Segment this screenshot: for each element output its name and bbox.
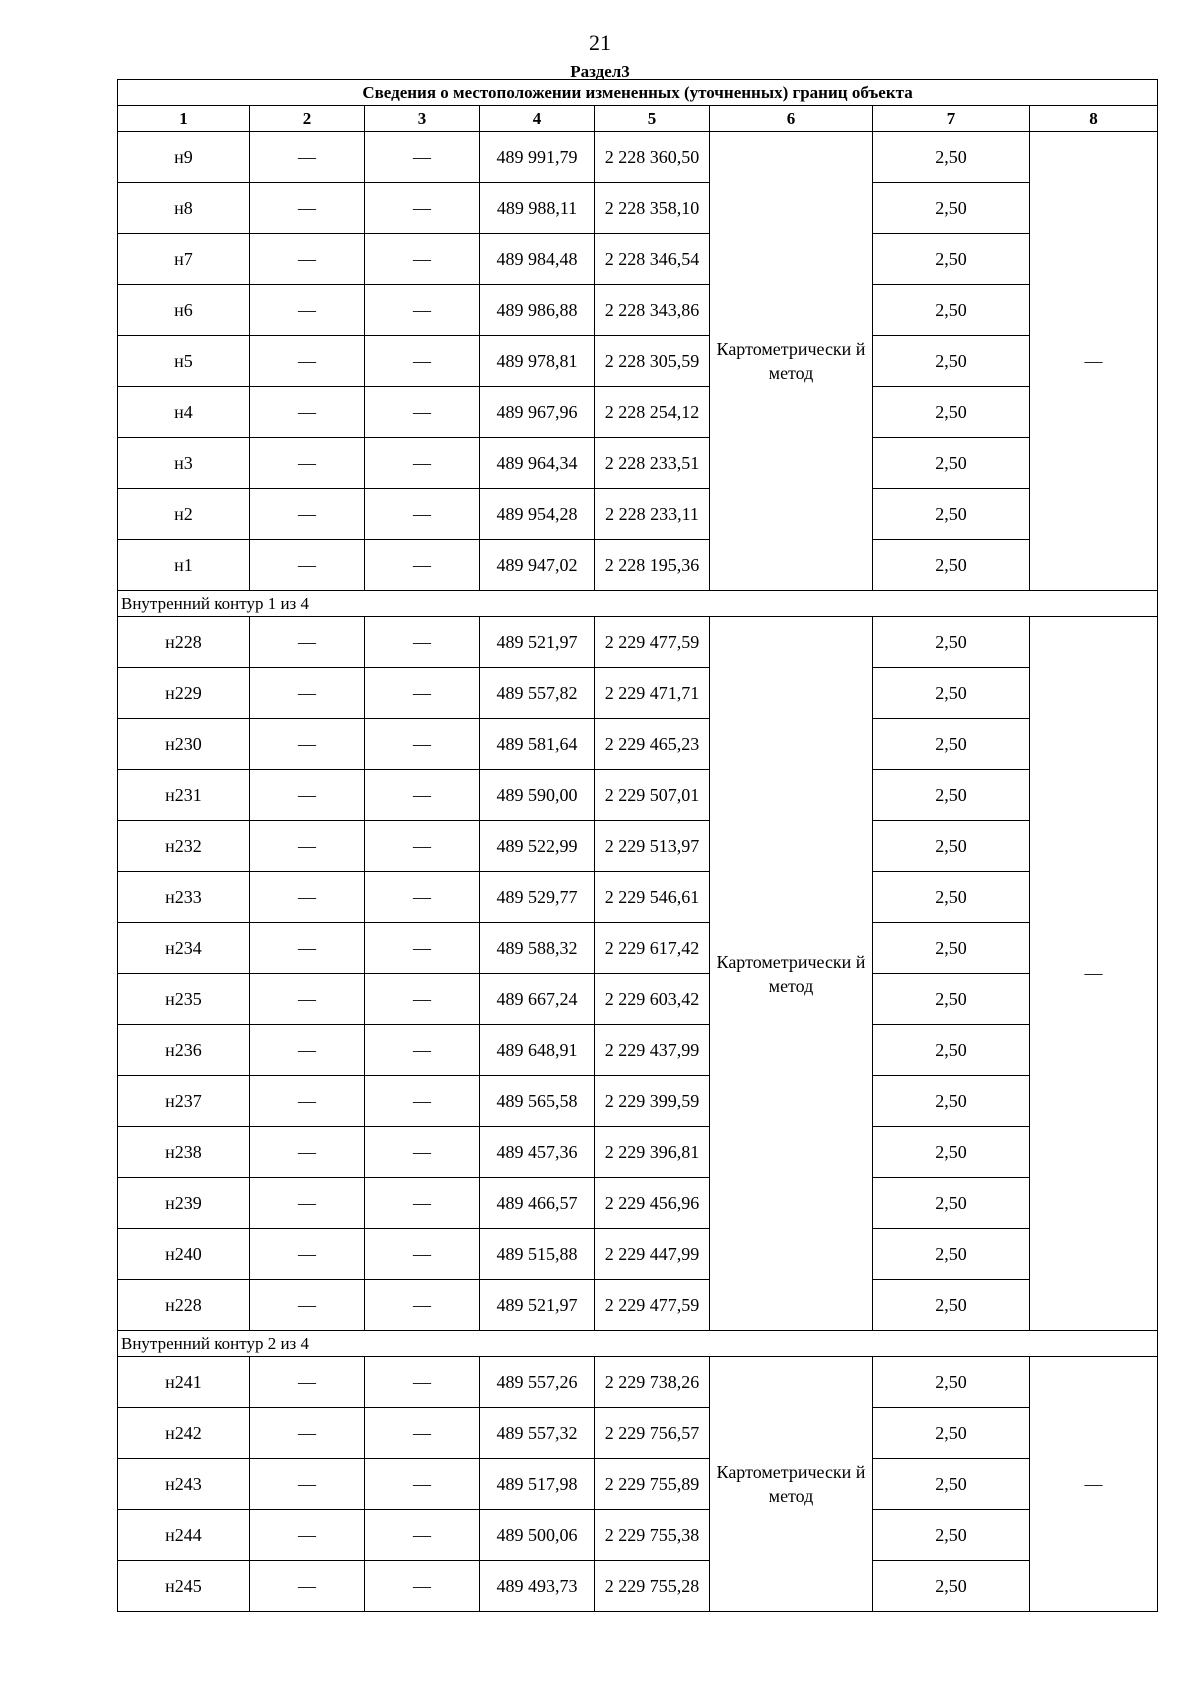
accuracy-cell: 2,50	[873, 540, 1030, 591]
table-row	[118, 770, 1158, 821]
coordinate-x-cell: 489 648,91	[480, 1025, 595, 1076]
table-row	[118, 1127, 1158, 1178]
point-name-cell: н229	[118, 668, 250, 719]
coordinate-x-cell: 489 557,82	[480, 668, 595, 719]
coordinate-y-cell: 2 229 399,59	[595, 1076, 710, 1127]
point-name-cell: н243	[118, 1459, 250, 1510]
column-3-cell: —	[365, 1510, 480, 1561]
column-2-cell: —	[250, 1510, 365, 1561]
accuracy-cell: 2,50	[873, 1510, 1030, 1561]
column-2-cell: —	[250, 1357, 365, 1408]
column-3-cell: —	[365, 1076, 480, 1127]
coordinate-y-cell: 2 229 755,28	[595, 1561, 710, 1612]
point-name-cell: н4	[118, 387, 250, 438]
point-name-cell: н2	[118, 489, 250, 540]
column-2-cell: —	[250, 1127, 365, 1178]
coordinate-x-cell: 489 565,58	[480, 1076, 595, 1127]
coordinate-y-cell: 2 229 755,89	[595, 1459, 710, 1510]
column-2-cell: —	[250, 387, 365, 438]
column-numbers-row	[118, 106, 1158, 132]
page-number: 21	[589, 30, 611, 55]
point-name-cell: н239	[118, 1178, 250, 1229]
accuracy-cell: 2,50	[873, 387, 1030, 438]
column-3-cell: —	[365, 770, 480, 821]
accuracy-cell: 2,50	[873, 234, 1030, 285]
coordinate-x-cell: 489 529,77	[480, 872, 595, 923]
table-row	[118, 719, 1158, 770]
contour-heading: Внутренний контур 2 из 4	[118, 1331, 1158, 1357]
column-3-cell: —	[365, 1357, 480, 1408]
contour-heading-row	[118, 1331, 1158, 1357]
table-row	[118, 1229, 1158, 1280]
column-3-cell: —	[365, 336, 480, 387]
column-3-cell: —	[365, 1408, 480, 1459]
column-2-cell: —	[250, 923, 365, 974]
point-name-cell: н5	[118, 336, 250, 387]
column-3-cell: —	[365, 617, 480, 668]
column-8-cell: —	[1030, 132, 1158, 591]
accuracy-cell: 2,50	[873, 1076, 1030, 1127]
column-number: 8	[1030, 106, 1158, 132]
table-row	[118, 1280, 1158, 1331]
coordinate-y-cell: 2 229 603,42	[595, 974, 710, 1025]
accuracy-cell: 2,50	[873, 668, 1030, 719]
boundary-coordinates-table	[117, 79, 1158, 1612]
table-row	[118, 1459, 1158, 1510]
table-body	[118, 80, 1158, 1612]
accuracy-cell: 2,50	[873, 1229, 1030, 1280]
column-2-cell: —	[250, 974, 365, 1025]
column-2-cell: —	[250, 540, 365, 591]
column-3-cell: —	[365, 489, 480, 540]
column-number: 7	[873, 106, 1030, 132]
column-2-cell: —	[250, 1229, 365, 1280]
column-2-cell: —	[250, 1459, 365, 1510]
point-name-cell: н244	[118, 1510, 250, 1561]
column-3-cell: —	[365, 540, 480, 591]
method-cell: Картометрически й метод	[710, 132, 873, 591]
column-3-cell: —	[365, 132, 480, 183]
accuracy-cell: 2,50	[873, 132, 1030, 183]
point-name-cell: н241	[118, 1357, 250, 1408]
accuracy-cell: 2,50	[873, 923, 1030, 974]
column-2-cell: —	[250, 1076, 365, 1127]
column-number: 5	[595, 106, 710, 132]
column-3-cell: —	[365, 719, 480, 770]
coordinate-y-cell: 2 229 437,99	[595, 1025, 710, 1076]
coordinate-y-cell: 2 229 456,96	[595, 1178, 710, 1229]
accuracy-cell: 2,50	[873, 1357, 1030, 1408]
column-2-cell: —	[250, 183, 365, 234]
point-name-cell: н3	[118, 438, 250, 489]
column-2-cell: —	[250, 1025, 365, 1076]
coordinate-y-cell: 2 228 305,59	[595, 336, 710, 387]
table-title: Сведения о местоположении измененных (уточненных) границ объекта	[118, 80, 1158, 106]
accuracy-cell: 2,50	[873, 770, 1030, 821]
coordinate-x-cell: 489 988,11	[480, 183, 595, 234]
table-row	[118, 1561, 1158, 1612]
coordinate-x-cell: 489 954,28	[480, 489, 595, 540]
column-3-cell: —	[365, 923, 480, 974]
point-name-cell: н228	[118, 617, 250, 668]
table-row	[118, 438, 1158, 489]
coordinate-y-cell: 2 229 617,42	[595, 923, 710, 974]
table-row	[118, 285, 1158, 336]
accuracy-cell: 2,50	[873, 1127, 1030, 1178]
coordinate-y-cell: 2 229 513,97	[595, 821, 710, 872]
column-number: 3	[365, 106, 480, 132]
coordinate-x-cell: 489 521,97	[480, 617, 595, 668]
table-caption-row	[118, 80, 1158, 106]
column-3-cell: —	[365, 1561, 480, 1612]
column-2-cell: —	[250, 438, 365, 489]
contour-heading-row	[118, 591, 1158, 617]
table-row	[118, 489, 1158, 540]
coordinate-x-cell: 489 581,64	[480, 719, 595, 770]
table-row	[118, 1076, 1158, 1127]
coordinate-x-cell: 489 984,48	[480, 234, 595, 285]
table-row	[118, 668, 1158, 719]
table-row	[118, 872, 1158, 923]
coordinate-x-cell: 489 517,98	[480, 1459, 595, 1510]
coordinate-x-cell: 489 557,32	[480, 1408, 595, 1459]
coordinate-y-cell: 2 229 396,81	[595, 1127, 710, 1178]
coordinate-y-cell: 2 228 195,36	[595, 540, 710, 591]
accuracy-cell: 2,50	[873, 1459, 1030, 1510]
column-8-cell: —	[1030, 617, 1158, 1331]
coordinate-x-cell: 489 466,57	[480, 1178, 595, 1229]
point-name-cell: н1	[118, 540, 250, 591]
point-name-cell: н231	[118, 770, 250, 821]
table-row	[118, 132, 1158, 183]
point-name-cell: н232	[118, 821, 250, 872]
coordinate-y-cell: 2 229 756,57	[595, 1408, 710, 1459]
table-row	[118, 387, 1158, 438]
point-name-cell: н228	[118, 1280, 250, 1331]
column-3-cell: —	[365, 974, 480, 1025]
accuracy-cell: 2,50	[873, 438, 1030, 489]
method-cell: Картометрически й метод	[710, 617, 873, 1331]
accuracy-cell: 2,50	[873, 719, 1030, 770]
coordinate-y-cell: 2 229 507,01	[595, 770, 710, 821]
column-2-cell: —	[250, 821, 365, 872]
column-2-cell: —	[250, 1408, 365, 1459]
column-2-cell: —	[250, 285, 365, 336]
column-3-cell: —	[365, 1178, 480, 1229]
coordinate-x-cell: 489 667,24	[480, 974, 595, 1025]
contour-heading: Внутренний контур 1 из 4	[118, 591, 1158, 617]
table-row	[118, 1408, 1158, 1459]
section-label: Раздел3	[570, 62, 630, 81]
column-2-cell: —	[250, 617, 365, 668]
point-name-cell: н242	[118, 1408, 250, 1459]
column-number: 1	[118, 106, 250, 132]
coordinate-x-cell: 489 947,02	[480, 540, 595, 591]
coordinate-x-cell: 489 590,00	[480, 770, 595, 821]
table-row	[118, 617, 1158, 668]
column-2-cell: —	[250, 719, 365, 770]
column-2-cell: —	[250, 1561, 365, 1612]
coordinate-y-cell: 2 228 358,10	[595, 183, 710, 234]
coordinate-y-cell: 2 228 346,54	[595, 234, 710, 285]
column-2-cell: —	[250, 668, 365, 719]
accuracy-cell: 2,50	[873, 821, 1030, 872]
accuracy-cell: 2,50	[873, 1025, 1030, 1076]
coordinate-y-cell: 2 228 233,11	[595, 489, 710, 540]
column-3-cell: —	[365, 668, 480, 719]
coordinate-x-cell: 489 515,88	[480, 1229, 595, 1280]
column-2-cell: —	[250, 336, 365, 387]
coordinate-y-cell: 2 229 546,61	[595, 872, 710, 923]
accuracy-cell: 2,50	[873, 1280, 1030, 1331]
column-2-cell: —	[250, 872, 365, 923]
accuracy-cell: 2,50	[873, 872, 1030, 923]
point-name-cell: н245	[118, 1561, 250, 1612]
table-row	[118, 974, 1158, 1025]
method-cell: Картометрически й метод	[710, 1357, 873, 1612]
point-name-cell: н8	[118, 183, 250, 234]
table-row	[118, 336, 1158, 387]
column-8-cell: —	[1030, 1357, 1158, 1612]
accuracy-cell: 2,50	[873, 183, 1030, 234]
column-2-cell: —	[250, 234, 365, 285]
column-3-cell: —	[365, 183, 480, 234]
coordinate-y-cell: 2 228 360,50	[595, 132, 710, 183]
table-row	[118, 1178, 1158, 1229]
table-row	[118, 923, 1158, 974]
accuracy-cell: 2,50	[873, 1178, 1030, 1229]
accuracy-cell: 2,50	[873, 1408, 1030, 1459]
coordinate-x-cell: 489 521,97	[480, 1280, 595, 1331]
coordinate-y-cell: 2 229 471,71	[595, 668, 710, 719]
coordinate-y-cell: 2 229 477,59	[595, 617, 710, 668]
accuracy-cell: 2,50	[873, 1561, 1030, 1612]
column-3-cell: —	[365, 285, 480, 336]
column-2-cell: —	[250, 1178, 365, 1229]
column-2-cell: —	[250, 132, 365, 183]
column-3-cell: —	[365, 821, 480, 872]
accuracy-cell: 2,50	[873, 974, 1030, 1025]
point-name-cell: н240	[118, 1229, 250, 1280]
coordinate-x-cell: 489 991,79	[480, 132, 595, 183]
point-name-cell: н233	[118, 872, 250, 923]
accuracy-cell: 2,50	[873, 489, 1030, 540]
column-3-cell: —	[365, 1127, 480, 1178]
coordinate-x-cell: 489 493,73	[480, 1561, 595, 1612]
column-3-cell: —	[365, 872, 480, 923]
coordinate-y-cell: 2 229 738,26	[595, 1357, 710, 1408]
column-2-cell: —	[250, 489, 365, 540]
coordinate-y-cell: 2 229 477,59	[595, 1280, 710, 1331]
coordinate-x-cell: 489 588,32	[480, 923, 595, 974]
column-3-cell: —	[365, 1025, 480, 1076]
column-3-cell: —	[365, 387, 480, 438]
point-name-cell: н237	[118, 1076, 250, 1127]
point-name-cell: н236	[118, 1025, 250, 1076]
coordinate-x-cell: 489 557,26	[480, 1357, 595, 1408]
point-name-cell: н234	[118, 923, 250, 974]
coordinate-y-cell: 2 229 755,38	[595, 1510, 710, 1561]
table-row	[118, 540, 1158, 591]
coordinate-y-cell: 2 228 233,51	[595, 438, 710, 489]
column-3-cell: —	[365, 1229, 480, 1280]
coordinate-x-cell: 489 500,06	[480, 1510, 595, 1561]
column-number: 2	[250, 106, 365, 132]
coordinate-x-cell: 489 978,81	[480, 336, 595, 387]
point-name-cell: н9	[118, 132, 250, 183]
table-row	[118, 1510, 1158, 1561]
point-name-cell: н7	[118, 234, 250, 285]
point-name-cell: н6	[118, 285, 250, 336]
point-name-cell: н235	[118, 974, 250, 1025]
table-row	[118, 1357, 1158, 1408]
column-2-cell: —	[250, 770, 365, 821]
coordinate-x-cell: 489 522,99	[480, 821, 595, 872]
column-3-cell: —	[365, 1280, 480, 1331]
point-name-cell: н238	[118, 1127, 250, 1178]
coordinate-x-cell: 489 986,88	[480, 285, 595, 336]
column-number: 4	[480, 106, 595, 132]
table-row	[118, 821, 1158, 872]
accuracy-cell: 2,50	[873, 336, 1030, 387]
coordinate-y-cell: 2 228 343,86	[595, 285, 710, 336]
column-2-cell: —	[250, 1280, 365, 1331]
coordinate-y-cell: 2 229 465,23	[595, 719, 710, 770]
table-row	[118, 183, 1158, 234]
table-row	[118, 234, 1158, 285]
coordinate-y-cell: 2 229 447,99	[595, 1229, 710, 1280]
column-3-cell: —	[365, 438, 480, 489]
column-number: 6	[710, 106, 873, 132]
column-3-cell: —	[365, 1459, 480, 1510]
table-row	[118, 1025, 1158, 1076]
coordinate-x-cell: 489 457,36	[480, 1127, 595, 1178]
accuracy-cell: 2,50	[873, 285, 1030, 336]
accuracy-cell: 2,50	[873, 617, 1030, 668]
coordinate-x-cell: 489 967,96	[480, 387, 595, 438]
point-name-cell: н230	[118, 719, 250, 770]
coordinate-y-cell: 2 228 254,12	[595, 387, 710, 438]
coordinate-x-cell: 489 964,34	[480, 438, 595, 489]
column-3-cell: —	[365, 234, 480, 285]
